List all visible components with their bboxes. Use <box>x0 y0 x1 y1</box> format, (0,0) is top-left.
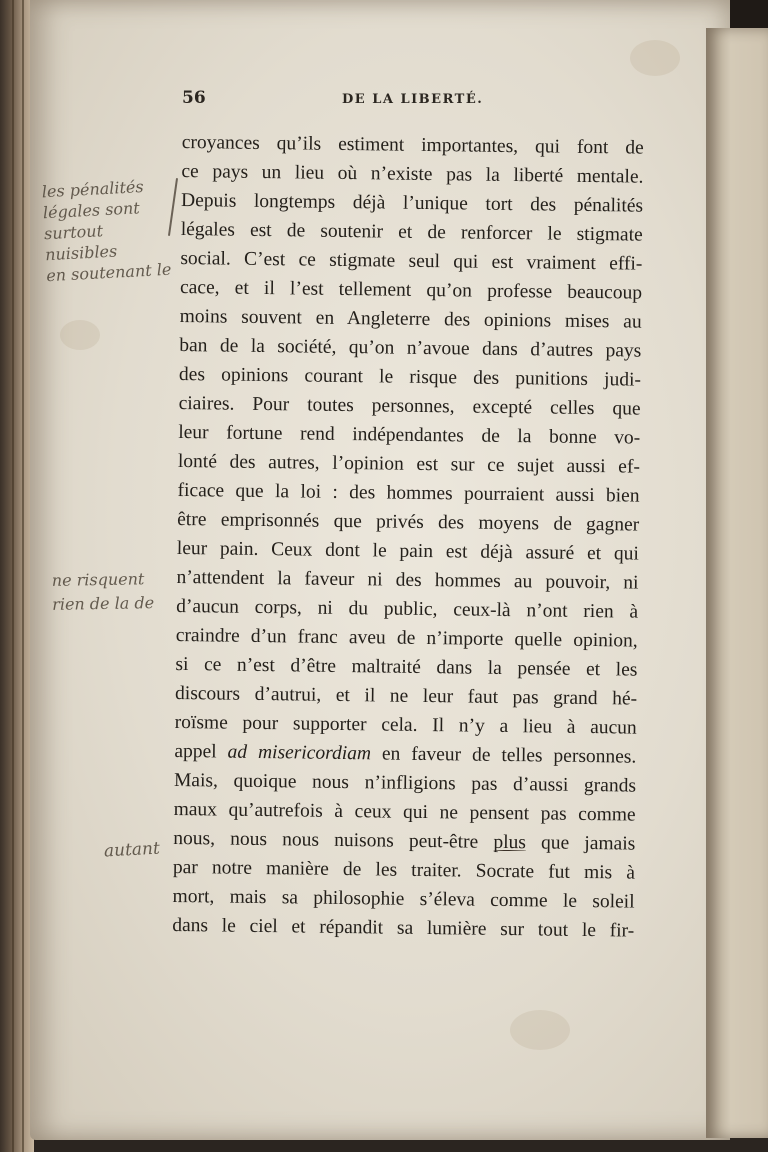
text-line: roïsme pour supporter cela. Il n’y a lieu à aucun <box>174 711 637 739</box>
text-line: Depuis longtemps déjà l’unique tort des pénalités <box>180 189 644 217</box>
margin-note-penalites <box>41 175 171 286</box>
text-line: croyances qu’ils estiment importantes, qui font de <box>181 131 644 159</box>
margin-note-line: légales sont <box>42 198 141 223</box>
text-line: si ce n’est d’être maltraité dans la pensée et les <box>175 653 638 681</box>
text-line: craindre d’un franc aveu de n’importe quelle opinion, <box>175 624 638 652</box>
spine-edge-line <box>12 0 14 1152</box>
text-line: par notre manière de les traiter. Socrate fut mis à <box>172 856 636 884</box>
text-line: Mais, quoique nous n’infligions pas d’aussi grands <box>173 769 637 797</box>
text-line: des opinions courant le risque des punitions judi- <box>178 363 642 391</box>
italic-phrase: ad misericordiam <box>227 741 372 765</box>
text-line: social. C’est ce stigmate seul qui est vraiment effi- <box>180 247 643 275</box>
text-line: moins souvent en Angleterre des opinions mises au <box>179 305 642 333</box>
margin-note-line: les pénalités <box>41 177 145 202</box>
text-line: ce pays un lieu où n’existe pas la liberté mentale. <box>181 160 644 188</box>
margin-note-risquent <box>52 567 155 617</box>
paper-stain <box>510 1010 570 1050</box>
spine-edge-line <box>22 0 24 1152</box>
underlined-word: plus <box>493 831 527 854</box>
margin-note-line: surtout <box>43 221 104 244</box>
text-line: ciaires. Pour toutes personnes, excepté celles que <box>178 392 641 420</box>
paper-stain <box>630 40 680 76</box>
text-line: discours d’autrui, et il ne leur faut pas grand hé- <box>174 682 638 710</box>
text-line: légales est de soutenir et de renforcer le stigmate <box>180 218 643 246</box>
page-header <box>180 88 660 118</box>
text-line: ban de la société, qu’on n’avoue dans d’autres pays <box>179 334 642 362</box>
margin-note-line: ne risquent <box>51 569 145 590</box>
text-line: leur pain. Ceux dont le pain est déjà assuré et qui <box>176 537 639 565</box>
page-number: 56 <box>182 88 206 108</box>
text-line: être emprisonnés que privés des moyens de gagner <box>177 508 640 536</box>
book-spine <box>0 0 34 1152</box>
text-line: n’attendent la faveur ni des hommes au pouvoir, ni <box>176 566 639 594</box>
facing-page-edge <box>706 28 768 1138</box>
margin-note-line: nuisibles <box>44 241 118 265</box>
text-line: leur fortune rend indépendantes de la bonne vo- <box>178 421 641 449</box>
text-segment: en faveur de telles personnes. <box>370 743 637 768</box>
text-line: d’aucun corps, ni du public, ceux-là n’ont rien à <box>176 595 639 623</box>
text-segment: que jamais <box>525 832 636 855</box>
paper-stain <box>60 320 100 350</box>
margin-note-line: rien de la de <box>52 593 155 614</box>
text-line: lonté des autres, l’opinion est sur ce sujet aussi ef- <box>177 450 641 478</box>
text-line: ficace que la loi : des hommes pourraient aussi bien <box>177 479 640 507</box>
text-segment: appel <box>174 740 228 763</box>
text-line: mort, mais sa philosophie s’éleva comme le soleil <box>172 885 635 913</box>
margin-note-autant: autant <box>103 838 161 862</box>
text-segment: nous, nous nous nuisons peut-être <box>173 827 494 853</box>
running-title: DE LA LIBERTÉ. <box>342 92 484 107</box>
text-line: cace, et il l’est tellement qu’on professe beaucoup <box>179 276 643 304</box>
margin-note-line: en soutenant le <box>45 259 172 286</box>
body-text <box>172 128 644 946</box>
text-line: dans le ciel et répandit sa lumière sur tout le fir- <box>172 914 635 942</box>
text-line: maux qu’autrefois à ceux qui ne pensent pas comme <box>173 798 636 826</box>
